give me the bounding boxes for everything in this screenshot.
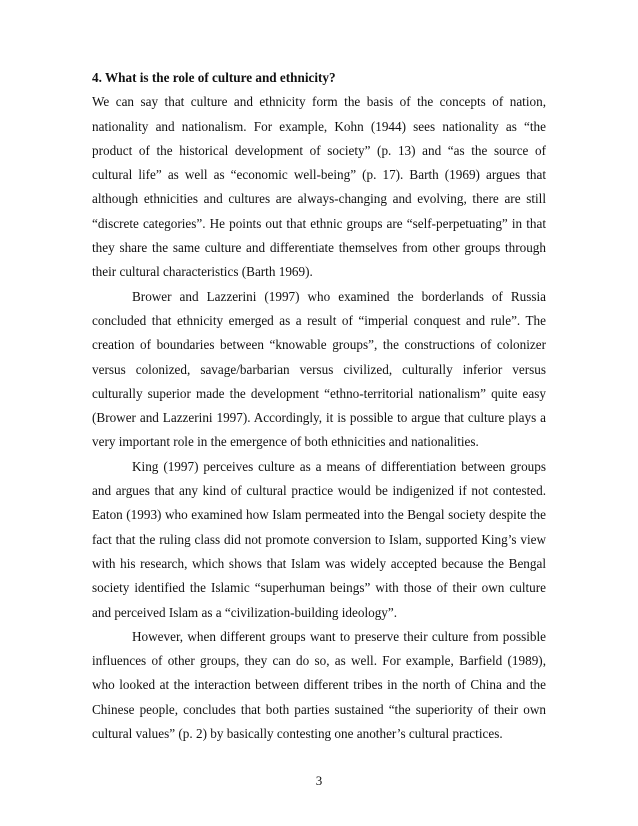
- paragraph-4: However, when different groups want to preserve their culture from possible influences of other groups, they can do so, as well. For example, Barfield (1989), who looked at the interaction between different tribes in the north of China and the Chinese people, concludes that both parties sustained “the superiority of their own cultural values” (p. 2) by basically contesting one another’s cultural practices.: [92, 628, 546, 742]
- page-number: 3: [315, 773, 323, 788]
- document-body: [92, 66, 546, 746]
- section-heading: 4. What is the role of culture and ethnicity?: [92, 70, 336, 85]
- paragraph-3: King (1997) perceives culture as a means of differentiation between groups and argues that any kind of cultural practice would be indigenized if not contested. Eaton (1993) who examined how Islam permeated into the Bengal society despite the fact that the ruling class did not promote conversion to Islam, supported King’s view with his research, which shows that Islam was widely accepted because the Bengal society identified the Islamic “superhuman beings” with those of their own culture and perceived Islam as a “civilization-building ideology”.: [92, 458, 546, 620]
- paragraph-1: We can say that culture and ethnicity form the basis of the concepts of nation, nationality and nationalism. For example, Kohn (1944) sees nationality as “the product of the historical development of society” (p. 13) and “as the source of cultural life” as well as “economic well-being” (p. 17). Barth (1969) argues that although ethnicities and cultures are always-changing and evolving, there are still “discrete categories”. He points out that ethnic groups are “self-perpetuating” in that they share the same culture and differentiate themselves from other groups through their cultural characteristics (Barth 1969).: [92, 94, 546, 280]
- paragraph-2: Brower and Lazzerini (1997) who examined the borderlands of Russia concluded that ethnicity emerged as a result of “imperial conquest and rule”. The creation of boundaries between “knowable groups”, the constructions of colonizer versus colonized, savage/barbarian versus civilized, culturally inferior versus culturally superior made the development “ethno-territorial nationalism” quite easy (Brower and Lazzerini 1997). Accordingly, it is possible to argue that culture plays a very important role in the emergence of both ethnicities and nationalities.: [92, 288, 546, 450]
